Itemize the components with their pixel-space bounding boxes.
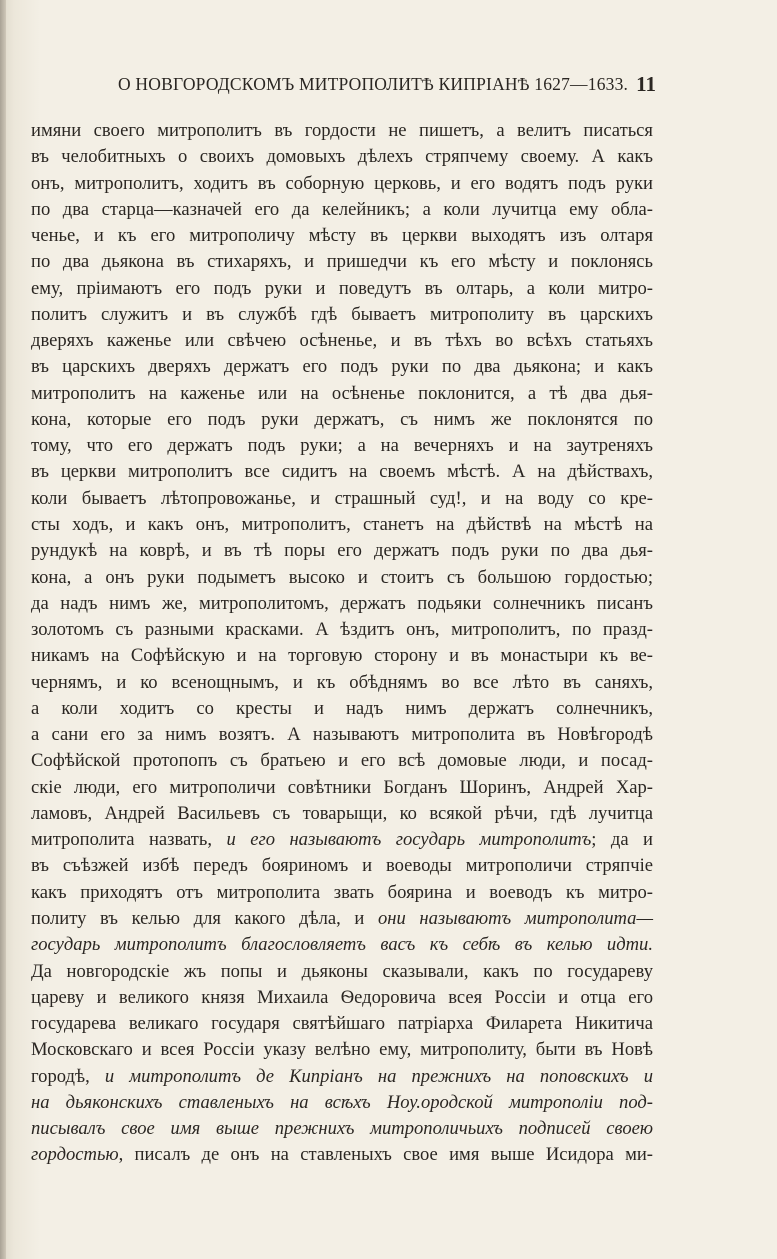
text-line xyxy=(31,1037,653,1063)
text-line xyxy=(31,276,653,302)
text-line xyxy=(31,853,653,879)
text-line xyxy=(31,801,653,827)
text-line xyxy=(31,932,653,958)
text-segment: Софѣйской протопопъ съ братьею и его всѣ домовые люди, и посад- xyxy=(31,750,653,772)
italic-text-segment: и митрополитъ де Кипріанъ на прежнихъ на поповскихъ и xyxy=(104,1065,653,1087)
text-line xyxy=(31,775,653,801)
text-segment: митрополита назвать, xyxy=(31,829,227,851)
text-segment: митрополитъ на каженье или на осѣненье поклонится, а тѣ два дья- xyxy=(31,382,653,404)
text-segment: политъ служитъ и въ службѣ гдѣ бываетъ митрополиту въ царскихъ xyxy=(31,303,653,325)
text-segment: политу въ келью для какого дѣла, и xyxy=(31,907,378,929)
page-number: 11 xyxy=(636,72,656,96)
text-line xyxy=(31,1116,653,1142)
text-line xyxy=(31,249,653,275)
text-segment: скіе люди, его митрополичи совѣтники Богданъ Шоринъ, Андрей Хар- xyxy=(31,776,653,798)
text-line xyxy=(31,985,653,1011)
text-segment: въ церкви митрополитъ все сидитъ на своемъ мѣстѣ. А на дѣйствахъ, xyxy=(31,461,653,483)
text-line xyxy=(31,328,653,354)
text-line xyxy=(31,223,653,249)
italic-text-segment: гордостью xyxy=(31,1144,119,1166)
text-line xyxy=(31,748,653,774)
text-line xyxy=(31,696,653,722)
text-line xyxy=(31,459,653,485)
text-segment: кона, которые его подъ руки держатъ, съ нимъ же поклонятся по xyxy=(31,408,653,430)
text-segment: онъ, митрополитъ, ходитъ въ соборную церковь, и его водятъ подъ руки xyxy=(31,172,653,194)
italic-text-segment: они называютъ митрополита— xyxy=(377,907,653,929)
text-segment: ему, пріимаютъ его подъ руки и поведутъ въ олтарь, а коли митро- xyxy=(31,277,653,299)
text-segment: ламовъ, Андрей Васильевъ съ товарыщи, ко всякой рѣчи, гдѣ лучитца xyxy=(31,802,653,824)
text-line xyxy=(31,617,653,643)
text-line xyxy=(31,144,653,170)
text-segment: какъ приходятъ отъ митрополита звать боярина и воеводъ къ митро- xyxy=(31,881,653,903)
text-line xyxy=(31,906,653,932)
page-header xyxy=(118,74,656,100)
italic-text-segment: государь митрополитъ благословляетъ васъ къ себѣ въ келью идти. xyxy=(31,934,653,956)
text-line xyxy=(31,880,653,906)
text-line xyxy=(31,670,653,696)
text-line xyxy=(31,512,653,538)
text-line xyxy=(31,302,653,328)
text-line xyxy=(31,381,653,407)
text-line xyxy=(31,565,653,591)
text-segment: ; да и xyxy=(591,829,653,851)
text-line xyxy=(31,1142,653,1168)
text-segment: въ съѣзжей избѣ передъ бояриномъ и воеводы митрополичи стряпчіе xyxy=(31,855,653,877)
text-segment: а сани его за нимъ возятъ. А называютъ митрополита въ Новѣгородѣ xyxy=(31,724,653,746)
text-segment: да надъ нимъ же, митрополитомъ, держатъ подьяки солнечникъ писанъ xyxy=(31,592,653,614)
text-line xyxy=(31,591,653,617)
text-segment: городѣ, xyxy=(31,1065,105,1087)
text-segment: сты ходъ, и какъ онъ, митрополитъ, станетъ на дѣйствѣ на мѣстѣ на xyxy=(31,513,653,535)
text-segment: коли бываетъ лѣтопровожанье, и страшный суд!, и на воду со кре- xyxy=(31,487,653,509)
text-line xyxy=(31,827,653,853)
text-line xyxy=(31,171,653,197)
page-spine-edge xyxy=(0,0,6,1259)
running-head: О НОВГОРОДСКОМЪ МИТРОПОЛИТѢ КИПРІАНѢ 1627—1633. xyxy=(118,74,629,94)
text-line xyxy=(31,197,653,223)
text-line xyxy=(31,722,653,748)
text-line xyxy=(31,433,653,459)
text-segment: въ челобитныхъ о своихъ домовыхъ дѣлехъ стряпчему своему. А какъ xyxy=(31,146,653,168)
text-segment: Московскаго и всея Россіи указу велѣно ему, митрополиту, быти въ Новѣ xyxy=(31,1039,653,1061)
text-segment: тому, что его держатъ подъ руки; а на вечерняхъ и на заутреняхъ xyxy=(31,435,653,457)
text-segment: а коли ходитъ со кресты и надъ нимъ держатъ солнечникъ, xyxy=(31,697,653,719)
text-segment: кона, а онъ руки подыметъ высоко и стоитъ съ большою гордостью; xyxy=(31,566,653,588)
italic-text-segment: и его называютъ государь митрополитъ xyxy=(226,829,592,851)
text-segment: государева великаго государя святѣйшаго патріарха Филарета Никитича xyxy=(31,1013,653,1035)
text-segment: по два старца—казначей его да келейникъ; а коли лучитца ему обла- xyxy=(31,198,653,220)
text-line xyxy=(31,486,653,512)
text-segment: , писалъ де онъ на ставленыхъ свое имя выше Исидора ми- xyxy=(118,1144,653,1166)
text-segment: ченье, и къ его митрополичу мѣсту въ церкви выходятъ изъ олтаря xyxy=(31,225,653,247)
text-line xyxy=(31,538,653,564)
text-line xyxy=(31,407,653,433)
text-line xyxy=(31,354,653,380)
text-segment: цареву и великого князя Михаила Ѳедоровича всея Россіи и отца его xyxy=(31,986,653,1008)
text-segment: чернямъ, и ко всенощнымъ, и къ обѣднямъ во все лѣто въ саняхъ, xyxy=(31,671,653,693)
italic-text-segment: писывалъ свое имя выше прежнихъ митрополичьихъ подписей своею xyxy=(31,1118,653,1140)
text-segment: имяни своего митрополитъ въ гордости не пишетъ, а велитъ писаться xyxy=(31,120,653,141)
text-line xyxy=(31,1064,653,1090)
body-text xyxy=(31,118,653,1169)
text-line xyxy=(31,1011,653,1037)
text-segment: рундукѣ на коврѣ, и въ тѣ поры его держатъ подъ руки по два дья- xyxy=(31,540,653,562)
text-line xyxy=(31,1090,653,1116)
text-segment: по два дьякона въ стихаряхъ, и пришедчи къ его мѣсту и поклонясь xyxy=(31,251,653,273)
text-segment: дверяхъ каженье или свѣчею осѣненье, и въ тѣхъ во всѣхъ статьяхъ xyxy=(31,330,653,352)
italic-text-segment: на дьяконскихъ ставленыхъ на всѣхъ Ноу.ородской митрополіи под- xyxy=(31,1091,653,1113)
text-segment: золотомъ съ разными красками. А ѣздитъ онъ, митрополитъ, по празд- xyxy=(31,619,653,641)
text-segment: никамъ на Софѣйскую и на торговую сторону и въ монастыри къ ве- xyxy=(31,645,653,667)
text-segment: Да новгородскіе жъ попы и дьяконы сказывали, какъ по государеву xyxy=(31,960,653,982)
text-segment: въ царскихъ дверяхъ держатъ его подъ руки по два дьякона; и какъ xyxy=(31,356,653,378)
text-line xyxy=(31,118,653,144)
text-line xyxy=(31,643,653,669)
text-line xyxy=(31,959,653,985)
